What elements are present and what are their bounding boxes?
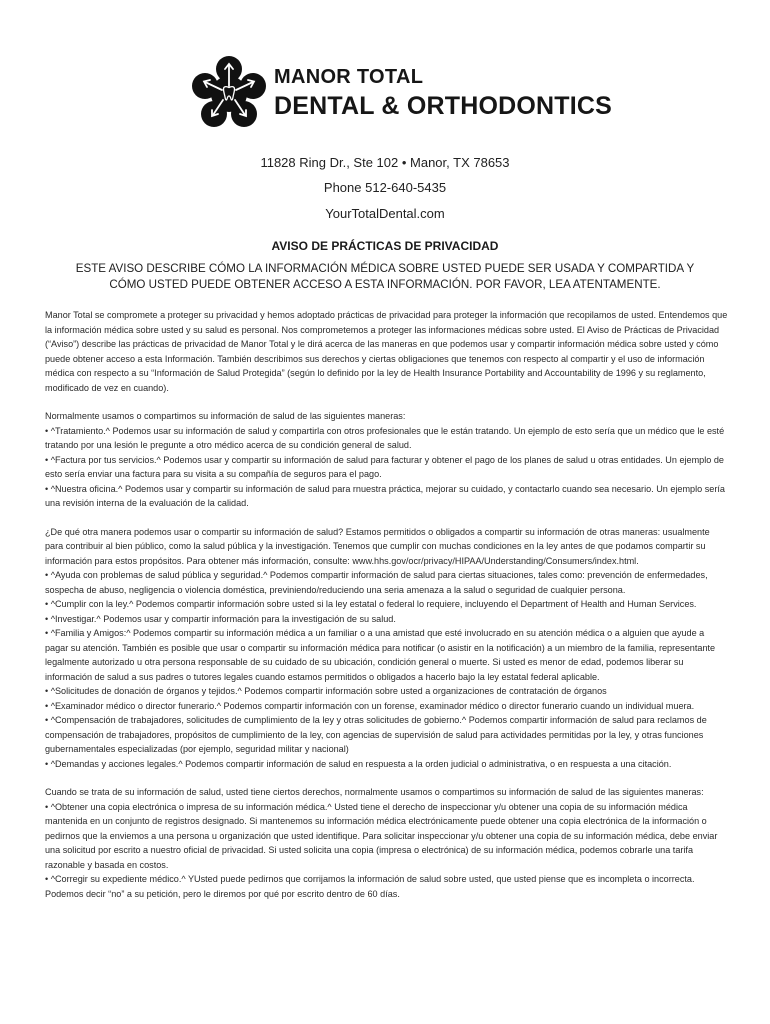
uses-intro: Normalmente usamos o compartimos su información de salud de las siguientes maneras: xyxy=(45,411,406,421)
rights-section xyxy=(45,785,728,901)
list-item: • ^Compensación de trabajadores, solicitudes de cumplimiento de la ley y otras solicitudes de gobierno.^ Podemos compartir información de salud para reclamos de compensación de trabajadores, propósitos de cumplimiento de la ley, con agencias de supervisión de salud para actividades permitidas por la ley, y otras funciones gubernamentales especializadas (por ejemplo, seguridad militar y nacional) xyxy=(45,715,707,754)
letterhead xyxy=(192,56,612,132)
brand-name-main: DENTAL & ORTHODONTICS xyxy=(274,92,612,120)
uses-section xyxy=(45,409,728,511)
tooth-flower-logo-icon xyxy=(192,56,266,132)
list-item: • ^Investigar.^ Podemos usar y compartir información para la investigación de su salud. xyxy=(45,613,396,624)
practice-phone: Phone 512-640-5435 xyxy=(323,180,447,195)
notice-subtitle: ESTE AVISO DESCRIBE CÓMO LA INFORMACIÓN MÉDICA SOBRE USTED PUEDE SER USADA Y COMPARTIDA Y CÓMO USTED PUEDE OBTENER ACCESO A ESTA INFORMACIÓN. POR FAVOR, LEA ATENTAMENTE. xyxy=(75,262,695,291)
brand-name-top: MANOR TOTAL xyxy=(274,66,424,88)
notice-body xyxy=(45,308,728,901)
rights-intro: Cuando se trata de su información de salud, usted tiene ciertos derechos, normalmente usamos o compartimos su información de salud de las siguientes maneras: xyxy=(45,787,704,797)
other-uses-section xyxy=(45,525,728,772)
list-item: • ^Tratamiento.^ Podemos usar su información de salud y compartirla con otros profesionales que le están tratando. Un ejemplo de esto sería que un médico que le esté tratando por una lesión le pregunte a otro médico acerca de su condición general de salud. xyxy=(45,425,725,450)
intro-paragraph: Manor Total se compromete a proteger su privacidad y hemos adoptado prácticas de privacidad para proteger la información que recopilamos de usted. Entendemos que la información médica sobre usted y su salud es personal. Nos comprometemos a proteger las informaciones médicas sobre usted. El Aviso de Prácticas de Privacidad (“Aviso”) describe las prácticas de privacidad de Manor Total y le dirá acerca de las maneras en que podemos usar y compartir información médica sobre usted y cómo puede obtener acceso a esta Información. También describimos sus derechos y ciertas obligaciones que tenemos con respecto al compartir y el uso de información médica con respecto a su “Información de Salud Protegida” (según lo definido por la ley de Health Insurance Portability and Accountability de 1996 y su reglamento, modificado de vez en cuando). xyxy=(45,310,728,393)
notice-title: AVISO DE PRÁCTICAS DE PRIVACIDAD xyxy=(271,239,499,253)
list-item: • ^Nuestra oficina.^ Podemos usar y compartir su información de salud para rnuestra práctica, mejorar su cuidado, y contactarlo cuando sea necesario. Un ejemplo sería una revisión interna de la evaluación de la calidad. xyxy=(45,483,725,508)
list-item: • ^Obtener una copia electrónica o impresa de su información médica.^ Usted tiene el derecho de inspeccionar y/u obtener una copia de su información médica mantenida en un conjunto de registros designado. Si mantenemos su información médica electrónicamente puede obtener una copia electrónica de la información o pedirnos que la enviemos a una persona u organización que usted identifique. Para solicitar inspeccionar y/u obtener una copia de su información médica, debe enviar una solicitud por escrito a nuestro oficial de privacidad. Si usted solicita una copia (impresa o electrónica) de su información médica, podemos cobrarle una tarifa razonable y basada en costos. xyxy=(45,801,718,870)
list-item: • ^Factura por tus servicios.^ Podemos usar y compartir su información de salud para facturar y obtener el pago de los planes de salud u otras entidades. Un ejemplo de esto sería enviar una factura para su visita a su compañía de seguros para el pago. xyxy=(45,454,724,479)
practice-address: 11828 Ring Dr., Ste 102 • Manor, TX 78653 xyxy=(260,155,510,170)
list-item: • ^Examinador médico o director funerario.^ Podemos compartir información con un forense, examinador médico o director funerario cuando un individual muera. xyxy=(45,700,695,711)
practice-website: YourTotalDental.com xyxy=(325,206,445,221)
list-item: • ^Corregir su expediente médico.^ YUsted puede pedirnos que corrijamos la información de salud sobre usted, que usted piense que es incompleta o incorrecta. Podemos decir “no” a su petición, pero le diremos por qué por escrito dentro de 60 días. xyxy=(45,874,695,899)
list-item: • ^Demandas y acciones legales.^ Podemos compartir información de salud en respuesta a la orden judicial o administrativa, o en respuesta a una citación. xyxy=(45,758,672,769)
other-uses-intro: ¿De qué otra manera podemos usar o compartir su información de salud? Estamos permitidos o obligados a compartir su información de otras maneras: usualmente para contribuir al bien público, como la salud pública y la investigación. Tenemos que cumplir con muchas condiciones en la ley antes de que podamos compartir su información para estos propósitos. Para obtener más información, consulte: www.hhs.gov/ocr/privacy/HIPAA/Understanding/Consumers/index.html. xyxy=(45,526,710,566)
list-item: • ^Familia y Amigos:^ Podemos compartir su información médica a un familiar o a una amistad que esté involucrado en su atención médica o a alguien que ayude a pagar su atención. También es posible que usar o compartir su información médica para notificar (o asistir en la notificación) a un miembro de la familia, representante legalmente autorizado u otra persona responsable de su cuidado de su ubicación, condición general o muerte. Si usted es menor de edad, podemos liberar su información de salud a sus padres o tutores legales cuando estamos permitidos o obligados a hacerlo bajo la ley estatal federal aplicable. xyxy=(45,628,716,682)
list-item: • ^Cumplir con la ley.^ Podemos compartir información sobre usted si la ley estatal o federal lo requiere, incluyendo el Department of Health and Human Services. xyxy=(45,599,697,609)
list-item: • ^Solicitudes de donación de órganos y tejidos.^ Podemos compartir información sobre usted a organizaciones de contratación de órganos xyxy=(45,686,607,696)
list-item: • ^Ayuda con problemas de salud pública y seguridad.^ Podemos compartir información de salud para ciertas situaciones, tales como: prevención de enfermedades, sospecha de abuso, negligencia o violencia doméstica, previniendo/reduciendo una seria amenaza a la salud o seguridad de cualquier persona. xyxy=(45,570,708,595)
